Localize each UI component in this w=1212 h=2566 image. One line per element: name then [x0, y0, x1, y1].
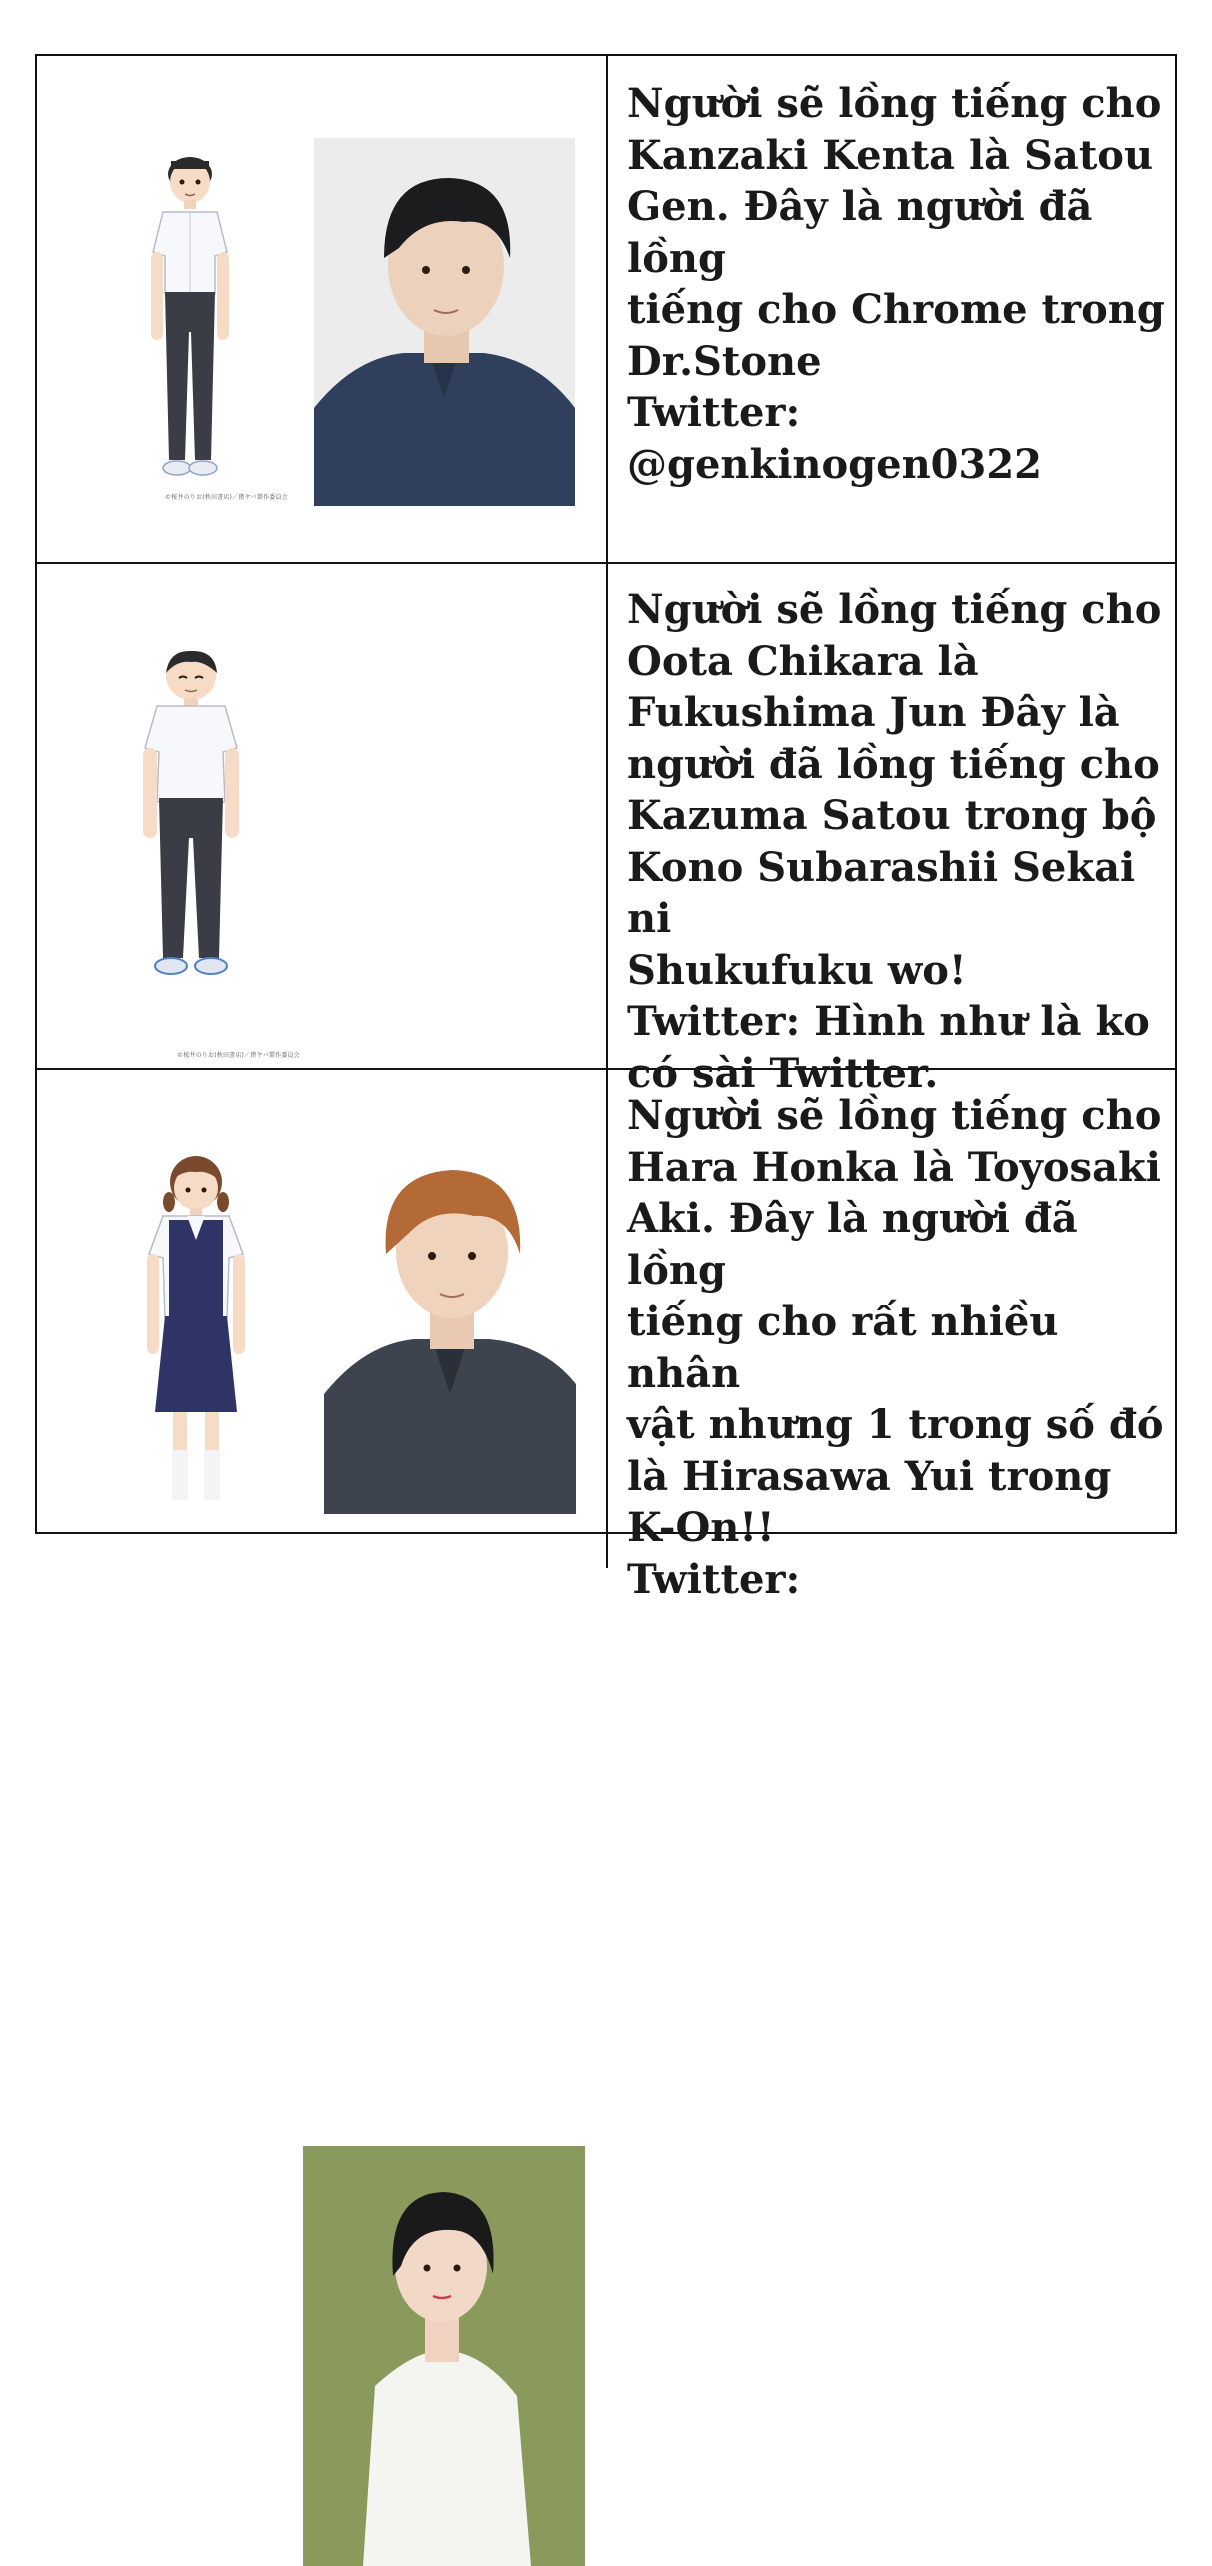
voice-actor-description: Người sẽ lồng tiếng cho Kanzaki Kenta là Satou Gen. Đây là người đã lồng tiếng cho Chrome trong Dr.Stone Twitter: @genkinogen0322 — [627, 80, 1165, 488]
voice-actor-description: Người sẽ lồng tiếng cho Oota Chikara là Fukushima Jun Đây là người đã lồng tiếng cho Kazuma Satou trong bộ Kono Subarashii Sekai ni Shukufuku wo! Twitter: Hình như là ko có sài Twitter. — [627, 586, 1162, 1097]
table-row — [37, 56, 1175, 564]
voice-actor-photo-satou-gen — [314, 138, 575, 506]
copyright-note: ©桜井のりお(秋田書店)／僕ヤバ製作委員会 — [177, 1052, 300, 1059]
character-illustration-kanzaki-kenta — [135, 152, 245, 504]
table-row — [37, 562, 1175, 1097]
character-illustration-hara-honka — [131, 1150, 261, 1550]
voice-cast-table — [35, 54, 1177, 1603]
character-illustration-oota-chikara — [131, 648, 251, 998]
voice-actor-photo-toyosaki-aki — [303, 2146, 585, 2566]
column-divider — [606, 1068, 608, 1568]
column-divider — [606, 562, 608, 1068]
copyright-note: ©桜井のりお(秋田書店)／僕ヤバ製作委員会 — [165, 494, 288, 501]
column-divider — [606, 56, 608, 562]
voice-actor-description: Người sẽ lồng tiếng cho Hara Honka là Toyosaki Aki. Đây là người đã lồng tiếng cho rất nhiều nhân vật nhưng 1 trong số đó là Hirasawa Yui trong K-On!! Twitter: — [627, 1092, 1164, 1603]
table-row — [37, 1068, 1175, 1603]
